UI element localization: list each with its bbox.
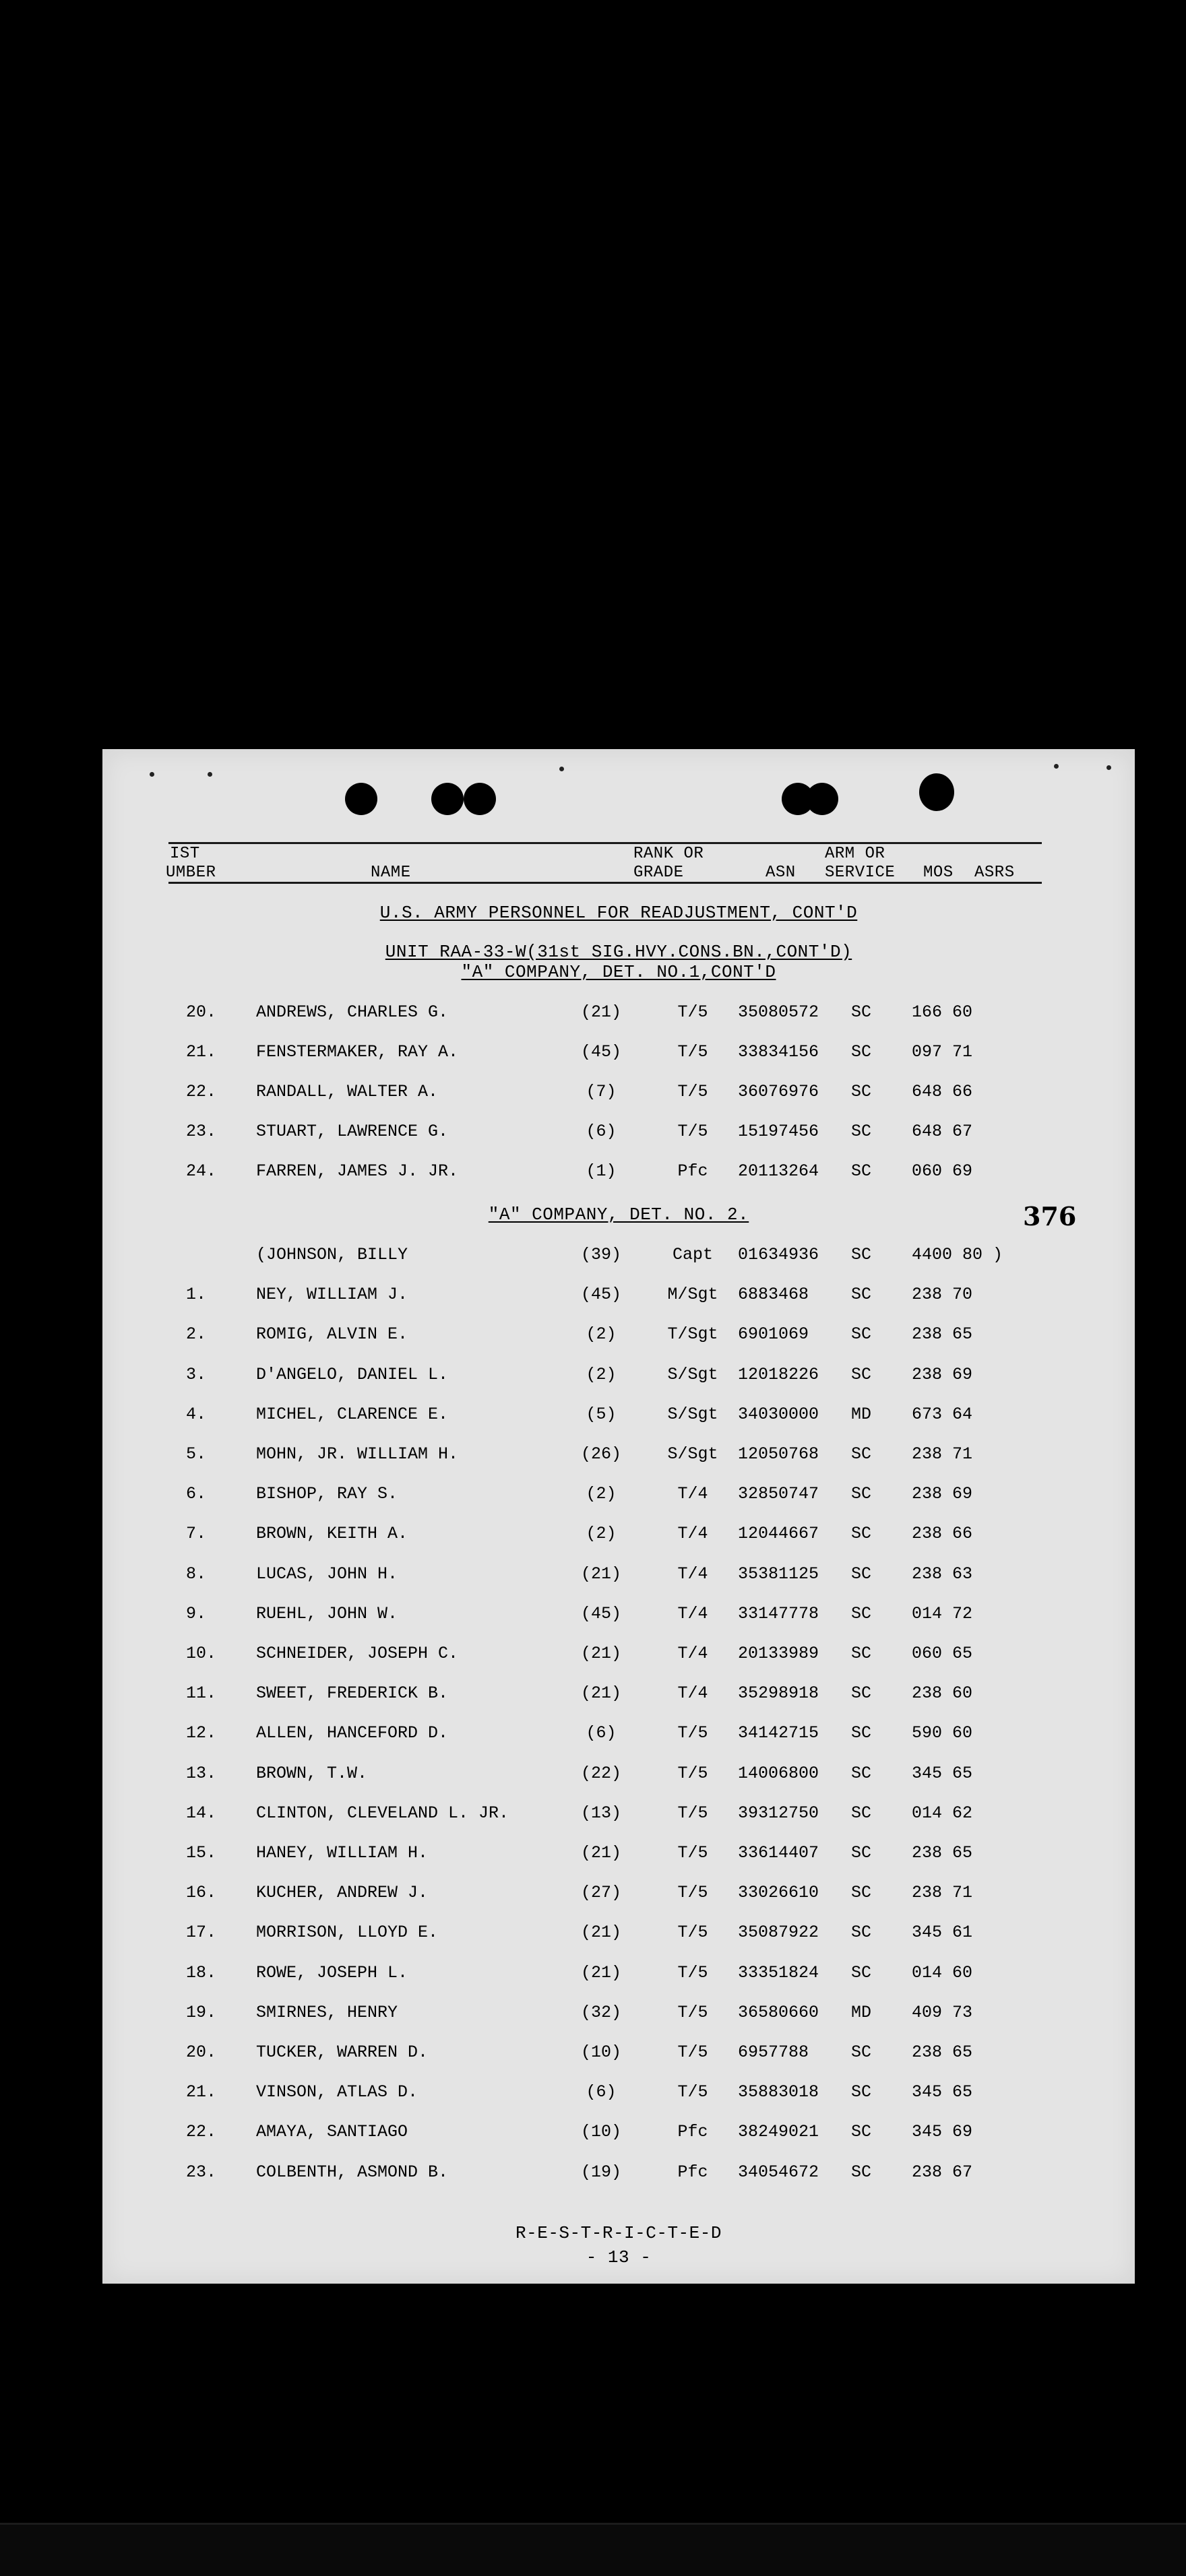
mos-asrs: 097 71 (912, 1042, 973, 1062)
table-row (0, 1524, 1186, 1544)
grade: S/Sgt (667, 1364, 718, 1384)
mos-asrs: 166 60 (912, 1002, 973, 1022)
mos-asrs: 345 61 (912, 1923, 973, 1943)
asn: 33834156 (738, 1042, 819, 1062)
grade: T/5 (677, 1122, 708, 1141)
asn: 33614407 (738, 1843, 819, 1863)
arm-or-service: SC (851, 1122, 872, 1141)
rank-code: (5) (586, 1404, 617, 1424)
grade: T/5 (677, 2042, 708, 2062)
scan-speck (150, 772, 154, 777)
table-row (0, 1082, 1186, 1102)
table-row (0, 1843, 1186, 1863)
personnel-name: MORRISON, LLOYD E. (256, 1923, 439, 1943)
rank-code: (13) (580, 1803, 621, 1823)
asn: 35298918 (738, 1683, 819, 1704)
header-name: NAME (371, 864, 411, 882)
list-number: 6. (186, 1484, 207, 1504)
table-row (0, 2162, 1186, 2183)
list-number: 5. (186, 1444, 207, 1464)
table-row (0, 1324, 1186, 1345)
asn: 20113264 (738, 1161, 819, 1181)
table-row (0, 1764, 1186, 1784)
table-row (0, 1002, 1186, 1023)
list-number: 21. (186, 1042, 217, 1062)
rank-code: (1) (586, 1161, 617, 1181)
arm-or-service: SC (851, 1763, 872, 1783)
mos-asrs: 014 62 (912, 1803, 973, 1823)
punch-hole (919, 773, 954, 811)
unit-title: UNIT RAA-33-W(31st SIG.HVY.CONS.BN.,CONT'D) (385, 942, 852, 962)
arm-or-service: SC (851, 1683, 872, 1704)
company-title: "A" COMPANY, DET. NO.1,CONT'D (461, 962, 776, 982)
personnel-name: MICHEL, CLARENCE E. (256, 1404, 449, 1424)
grade: Pfc (677, 2122, 708, 2142)
scan-speck (1106, 765, 1111, 770)
list-number: 22. (186, 1082, 217, 1101)
mos-asrs: 060 65 (912, 1644, 973, 1663)
header-rule-top (168, 842, 1042, 844)
personnel-name: CLINTON, CLEVELAND L. JR. (256, 1803, 509, 1823)
table-row (0, 1723, 1186, 1743)
rank-code: (27) (580, 1883, 621, 1903)
asn: 32850747 (738, 1484, 819, 1504)
arm-or-service: SC (851, 1564, 872, 1584)
table-row (0, 1365, 1186, 1385)
personnel-name: BROWN, KEITH A. (256, 1524, 408, 1544)
asn: 12044667 (738, 1524, 819, 1544)
mos-asrs: 345 69 (912, 2122, 973, 2142)
list-number: 20. (186, 1002, 217, 1022)
grade: S/Sgt (667, 1404, 718, 1424)
list-number: 17. (186, 1923, 217, 1943)
mos-asrs: 648 67 (912, 1122, 973, 1141)
rank-code: (22) (580, 1763, 621, 1783)
rank-code: (45) (580, 1042, 621, 1062)
grade: Pfc (677, 2162, 708, 2182)
table-row (0, 2122, 1186, 2142)
asn: 34030000 (738, 1404, 819, 1424)
grade: M/Sgt (667, 1285, 718, 1305)
personnel-name: SMIRNES, HENRY (256, 2002, 398, 2022)
header-rule-bottom (168, 882, 1042, 884)
arm-or-service: SC (851, 1923, 872, 1943)
list-number: 22. (186, 2122, 217, 2142)
grade: T/4 (677, 1644, 708, 1663)
asn: 36076976 (738, 1082, 819, 1101)
personnel-name: SWEET, FREDERICK B. (256, 1683, 449, 1704)
asn: 34142715 (738, 1723, 819, 1743)
grade: Pfc (677, 1161, 708, 1181)
mos-asrs: 590 60 (912, 1723, 973, 1743)
list-number: 23. (186, 2162, 217, 2182)
grade: T/5 (677, 1723, 708, 1743)
grade: T/5 (677, 1763, 708, 1783)
header-arm-2: SERVICE (825, 864, 896, 882)
list-number: 10. (186, 1644, 217, 1663)
grade: T/5 (677, 1843, 708, 1863)
personnel-name: LUCAS, JOHN H. (256, 1564, 398, 1584)
table-row (0, 1923, 1186, 1943)
grade: T/Sgt (667, 1324, 718, 1345)
arm-or-service: MD (851, 1404, 872, 1424)
table-row (0, 1245, 1186, 1265)
mos-asrs: 238 60 (912, 1683, 973, 1704)
asn: 14006800 (738, 1763, 819, 1783)
table-row (0, 1405, 1186, 1425)
scan-speck (208, 772, 212, 777)
table-row (0, 1604, 1186, 1624)
mos-asrs: 673 64 (912, 1404, 973, 1424)
table-row (0, 1803, 1186, 1824)
list-number: 15. (186, 1843, 217, 1863)
rank-code: (21) (580, 1923, 621, 1943)
asn: 35381125 (738, 1564, 819, 1584)
arm-or-service: SC (851, 1161, 872, 1181)
personnel-name: FENSTERMAKER, RAY A. (256, 1042, 459, 1062)
rank-code: (21) (580, 1564, 621, 1584)
table-row (0, 1683, 1186, 1704)
rank-code: (21) (580, 1002, 621, 1022)
personnel-name: ROMIG, ALVIN E. (256, 1324, 408, 1345)
personnel-name: TUCKER, WARREN D. (256, 2042, 429, 2062)
list-number: 24. (186, 1161, 217, 1181)
list-number: 21. (186, 2082, 217, 2102)
list-number: 8. (186, 1564, 207, 1584)
mos-asrs: 345 65 (912, 1763, 973, 1783)
asn: 33147778 (738, 1603, 819, 1623)
arm-or-service: SC (851, 1723, 872, 1743)
grade: T/5 (677, 1082, 708, 1101)
grade: T/5 (677, 2002, 708, 2022)
asn: 6883468 (738, 1285, 809, 1305)
grade: T/4 (677, 1603, 708, 1623)
mos-asrs: 4400 80 ) (912, 1245, 1003, 1264)
header-list-number-2: UMBER (166, 864, 216, 882)
list-number: 3. (186, 1364, 207, 1384)
table-row (0, 1285, 1186, 1305)
header-asn: ASN (766, 864, 796, 882)
asn: 34054672 (738, 2162, 819, 2182)
mos-asrs: 238 69 (912, 1364, 973, 1384)
asn: 38249021 (738, 2122, 819, 2142)
personnel-name: KUCHER, ANDREW J. (256, 1883, 429, 1903)
restricted-marking: R-E-S-T-R-I-C-T-E-D (516, 2223, 722, 2243)
asn: 39312750 (738, 1803, 819, 1823)
asn: 12018226 (738, 1364, 819, 1384)
list-number: 4. (186, 1404, 207, 1424)
personnel-name: VINSON, ATLAS D. (256, 2082, 418, 2102)
rank-code: (10) (580, 2042, 621, 2062)
grade: T/4 (677, 1524, 708, 1544)
mos-asrs: 238 67 (912, 2162, 973, 2182)
mos-asrs: 238 65 (912, 1843, 973, 1863)
header-mos: MOS (923, 864, 954, 882)
list-number: 23. (186, 1122, 217, 1141)
mos-asrs: 345 65 (912, 2082, 973, 2102)
grade: T/5 (677, 1042, 708, 1062)
arm-or-service: SC (851, 1843, 872, 1863)
table-row (0, 1161, 1186, 1182)
arm-or-service: SC (851, 1002, 872, 1022)
grade: T/5 (677, 1883, 708, 1903)
arm-or-service: SC (851, 1324, 872, 1345)
grade: T/5 (677, 1923, 708, 1943)
personnel-name: (JOHNSON, BILLY (256, 1245, 408, 1264)
mos-asrs: 238 66 (912, 1524, 973, 1544)
arm-or-service: SC (851, 2082, 872, 2102)
mos-asrs: 238 65 (912, 1324, 973, 1345)
document-title: U.S. ARMY PERSONNEL FOR READJUSTMENT, CONT'D (379, 903, 858, 923)
rank-code: (45) (580, 1285, 621, 1305)
arm-or-service: SC (851, 1042, 872, 1062)
personnel-name: BROWN, T.W. (256, 1763, 368, 1783)
mos-asrs: 238 69 (912, 1484, 973, 1504)
asn: 6957788 (738, 2042, 809, 2062)
list-number: 19. (186, 2002, 217, 2022)
arm-or-service: SC (851, 1484, 872, 1504)
rank-code: (10) (580, 2122, 621, 2142)
punch-hole (345, 783, 377, 815)
personnel-name: ANDREWS, CHARLES G. (256, 1002, 449, 1022)
personnel-name: RUEHL, JOHN W. (256, 1603, 398, 1623)
list-number: 7. (186, 1524, 207, 1544)
rank-code: (39) (580, 1245, 621, 1264)
rank-code: (21) (580, 1962, 621, 1983)
table-row (0, 1644, 1186, 1664)
asn: 35883018 (738, 2082, 819, 2102)
mos-asrs: 014 72 (912, 1603, 973, 1623)
list-number: 18. (186, 1962, 217, 1983)
arm-or-service: SC (851, 1803, 872, 1823)
rank-code: (21) (580, 1843, 621, 1863)
rank-code: (6) (586, 1122, 617, 1141)
list-number: 12. (186, 1723, 217, 1743)
table-row (0, 1883, 1186, 1903)
mos-asrs: 238 65 (912, 2042, 973, 2062)
section-title-det-2: "A" COMPANY, DET. NO. 2. (488, 1204, 749, 1225)
header-rank-2: GRADE (633, 864, 684, 882)
personnel-name: BISHOP, RAY S. (256, 1484, 398, 1504)
table-row (0, 1444, 1186, 1464)
table-row (0, 1122, 1186, 1142)
arm-or-service: SC (851, 1524, 872, 1544)
punch-hole (431, 783, 464, 815)
grade: T/5 (677, 1002, 708, 1022)
mos-asrs: 238 63 (912, 1564, 973, 1584)
list-number: 14. (186, 1803, 217, 1823)
page-stamp-number: 376 (1023, 1201, 1077, 1231)
asn: 6901069 (738, 1324, 809, 1345)
asn: 36580660 (738, 2002, 819, 2022)
personnel-name: COLBENTH, ASMOND B. (256, 2162, 449, 2182)
mos-asrs: 238 71 (912, 1444, 973, 1464)
arm-or-service: MD (851, 2002, 872, 2022)
arm-or-service: SC (851, 1962, 872, 1983)
arm-or-service: SC (851, 1603, 872, 1623)
list-number: 11. (186, 1683, 217, 1704)
arm-or-service: SC (851, 1644, 872, 1663)
grade: T/5 (677, 2082, 708, 2102)
scan-speck (1054, 764, 1059, 769)
mos-asrs: 238 71 (912, 1883, 973, 1903)
grade: S/Sgt (667, 1444, 718, 1464)
rank-code: (2) (586, 1364, 617, 1384)
rank-code: (6) (586, 2082, 617, 2102)
rank-code: (6) (586, 1723, 617, 1743)
rank-code: (45) (580, 1603, 621, 1623)
table-row (0, 2082, 1186, 2102)
rank-code: (21) (580, 1683, 621, 1704)
personnel-name: SCHNEIDER, JOSEPH C. (256, 1644, 459, 1663)
asn: 35080572 (738, 1002, 819, 1022)
punch-hole (464, 783, 496, 815)
grade: T/5 (677, 1962, 708, 1983)
asn: 15197456 (738, 1122, 819, 1141)
table-row (0, 1484, 1186, 1504)
grade: Capt (672, 1245, 713, 1264)
personnel-name: FARREN, JAMES J. JR. (256, 1161, 459, 1181)
personnel-name: STUART, LAWRENCE G. (256, 1122, 449, 1141)
personnel-name: HANEY, WILLIAM H. (256, 1843, 429, 1863)
arm-or-service: SC (851, 1364, 872, 1384)
personnel-name: MOHN, JR. WILLIAM H. (256, 1444, 459, 1464)
scan-speck (559, 767, 564, 771)
list-number: 9. (186, 1603, 207, 1623)
asn: 35087922 (738, 1923, 819, 1943)
mos-asrs: 060 69 (912, 1161, 973, 1181)
rank-code: (2) (586, 1524, 617, 1544)
personnel-name: RANDALL, WALTER A. (256, 1082, 439, 1101)
rank-code: (2) (586, 1484, 617, 1504)
arm-or-service: SC (851, 1245, 872, 1264)
rank-code: (2) (586, 1324, 617, 1345)
list-number: 16. (186, 1883, 217, 1903)
punch-hole (806, 783, 838, 815)
rank-code: (21) (580, 1644, 621, 1663)
mos-asrs: 648 66 (912, 1082, 973, 1101)
list-number: 13. (186, 1763, 217, 1783)
personnel-name: D'ANGELO, DANIEL L. (256, 1364, 449, 1384)
mos-asrs: 409 73 (912, 2002, 973, 2022)
arm-or-service: SC (851, 1444, 872, 1464)
asn: 12050768 (738, 1444, 819, 1464)
personnel-name: ROWE, JOSEPH L. (256, 1962, 408, 1983)
rank-code: (19) (580, 2162, 621, 2182)
arm-or-service: SC (851, 2162, 872, 2182)
arm-or-service: SC (851, 2042, 872, 2062)
rank-code: (26) (580, 1444, 621, 1464)
asn: 01634936 (738, 1245, 819, 1264)
table-row (0, 1042, 1186, 1062)
asn: 33026610 (738, 1883, 819, 1903)
list-number: 1. (186, 1285, 207, 1305)
rank-code: (7) (586, 1082, 617, 1101)
mos-asrs: 238 70 (912, 1285, 973, 1305)
table-row (0, 1963, 1186, 1983)
header-asrs: ASRS (974, 864, 1015, 882)
list-number: 2. (186, 1324, 207, 1345)
header-list-number-1: IST (170, 845, 200, 863)
arm-or-service: SC (851, 2122, 872, 2142)
list-number: 20. (186, 2042, 217, 2062)
grade: T/4 (677, 1564, 708, 1584)
scanner-background-band (0, 2523, 1186, 2576)
grade: T/5 (677, 1803, 708, 1823)
asn: 33351824 (738, 1962, 819, 1983)
personnel-name: ALLEN, HANCEFORD D. (256, 1723, 449, 1743)
table-row (0, 2003, 1186, 2023)
header-rank-1: RANK OR (633, 845, 704, 863)
asn: 20133989 (738, 1644, 819, 1663)
arm-or-service: SC (851, 1082, 872, 1101)
table-row (0, 1564, 1186, 1584)
grade: T/4 (677, 1484, 708, 1504)
table-row (0, 2042, 1186, 2063)
mos-asrs: 014 60 (912, 1962, 973, 1983)
personnel-name: NEY, WILLIAM J. (256, 1285, 408, 1305)
page-number: - 13 - (586, 2247, 652, 2267)
personnel-name: AMAYA, SANTIAGO (256, 2122, 408, 2142)
arm-or-service: SC (851, 1285, 872, 1305)
arm-or-service: SC (851, 1883, 872, 1903)
grade: T/4 (677, 1683, 708, 1704)
header-arm-1: ARM OR (825, 845, 885, 863)
rank-code: (32) (580, 2002, 621, 2022)
